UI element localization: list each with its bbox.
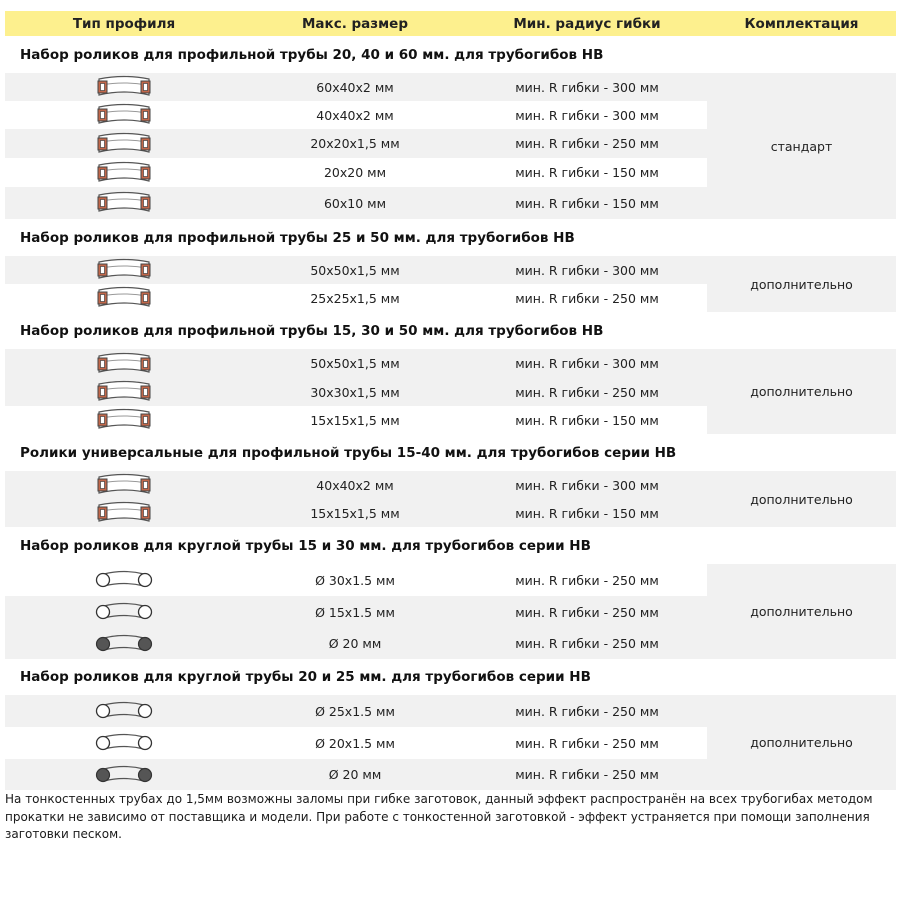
- min-radius-cell: мин. R гибки - 250 мм: [467, 695, 707, 727]
- profile-type-cell: [5, 499, 243, 527]
- completeness-cell: дополнительно: [707, 695, 896, 790]
- section-title-row: [5, 434, 896, 471]
- max-size-cell: 25x25x1,5 мм: [243, 284, 467, 312]
- section-title-row: [5, 312, 896, 349]
- profile-type-cell: [5, 129, 243, 158]
- profile-type-cell: [5, 101, 243, 129]
- square-profile-roller-icon: [5, 286, 243, 310]
- section-title-row: [5, 527, 896, 564]
- max-size-cell: 40x40x2 мм: [243, 101, 467, 129]
- section-title-row: [5, 659, 896, 695]
- section-title: Набор роликов для профильной трубы 20, 40 и 60 мм. для трубогибов НВ: [5, 36, 896, 73]
- square-profile-roller-icon: [5, 132, 243, 156]
- min-radius-cell: мин. R гибки - 150 мм: [467, 158, 707, 187]
- max-size-cell: 20x20 мм: [243, 158, 467, 187]
- max-size-cell: Ø 30x1.5 мм: [243, 564, 467, 596]
- min-radius-cell: мин. R гибки - 250 мм: [467, 378, 707, 406]
- section-title: Набор роликов для круглой трубы 20 и 25 мм. для трубогибов серии НВ: [5, 659, 896, 695]
- max-size-cell: Ø 20 мм: [243, 628, 467, 659]
- table-row: [5, 564, 896, 596]
- max-size-cell: 60x10 мм: [243, 187, 467, 219]
- max-size-cell: 60x40x2 мм: [243, 73, 467, 101]
- profile-type-cell: [5, 564, 243, 596]
- min-radius-cell: мин. R гибки - 300 мм: [467, 471, 707, 499]
- max-size-cell: 40x40x2 мм: [243, 471, 467, 499]
- profile-type-cell: [5, 349, 243, 378]
- section-title-row: [5, 219, 896, 256]
- profile-type-cell: [5, 284, 243, 312]
- min-radius-cell: мин. R гибки - 300 мм: [467, 256, 707, 284]
- min-radius-cell: мин. R гибки - 300 мм: [467, 73, 707, 101]
- table-row: [5, 695, 896, 727]
- min-radius-cell: мин. R гибки - 250 мм: [467, 628, 707, 659]
- table-row: [5, 471, 896, 499]
- round-tube-roller-icon: [5, 600, 243, 624]
- profile-type-cell: [5, 759, 243, 790]
- max-size-cell: Ø 25x1.5 мм: [243, 695, 467, 727]
- min-radius-cell: мин. R гибки - 150 мм: [467, 406, 707, 434]
- profile-type-cell: [5, 727, 243, 759]
- completeness-cell: стандарт: [707, 73, 896, 219]
- profile-type-cell: [5, 406, 243, 434]
- profile-type-cell: [5, 471, 243, 499]
- table-body: [5, 36, 896, 790]
- section-title: Ролики универсальные для профильной трубы 15-40 мм. для трубогибов серии НВ: [5, 434, 896, 471]
- section-title: Набор роликов для круглой трубы 15 и 30 мм. для трубогибов серии НВ: [5, 527, 896, 564]
- max-size-cell: Ø 20x1.5 мм: [243, 727, 467, 759]
- profile-type-cell: [5, 628, 243, 659]
- profile-type-cell: [5, 378, 243, 406]
- completeness-cell: дополнительно: [707, 349, 896, 434]
- square-profile-roller-icon: [5, 408, 243, 432]
- max-size-cell: 15x15x1,5 мм: [243, 406, 467, 434]
- round-solid-roller-icon: [5, 632, 243, 656]
- min-radius-cell: мин. R гибки - 250 мм: [467, 564, 707, 596]
- max-size-cell: Ø 20 мм: [243, 759, 467, 790]
- min-radius-cell: мин. R гибки - 250 мм: [467, 596, 707, 628]
- square-profile-roller-icon: [5, 501, 243, 525]
- min-radius-cell: мин. R гибки - 300 мм: [467, 101, 707, 129]
- square-profile-roller-icon: [5, 352, 243, 376]
- header-min-radius: Мин. радиус гибки: [467, 11, 707, 36]
- square-profile-roller-icon: [5, 103, 243, 127]
- round-solid-roller-icon: [5, 763, 243, 787]
- header-completeness: Комплектация: [707, 11, 896, 36]
- section-title-row: [5, 36, 896, 73]
- square-profile-roller-icon: [5, 191, 243, 215]
- max-size-cell: 50x50x1,5 мм: [243, 349, 467, 378]
- round-tube-roller-icon: [5, 699, 243, 723]
- square-profile-roller-icon: [5, 380, 243, 404]
- square-profile-roller-icon: [5, 258, 243, 282]
- completeness-cell: дополнительно: [707, 256, 896, 312]
- max-size-cell: 30x30x1,5 мм: [243, 378, 467, 406]
- roller-sets-table: [5, 11, 896, 790]
- completeness-cell: дополнительно: [707, 564, 896, 659]
- min-radius-cell: мин. R гибки - 250 мм: [467, 284, 707, 312]
- profile-type-cell: [5, 73, 243, 101]
- min-radius-cell: мин. R гибки - 250 мм: [467, 759, 707, 790]
- max-size-cell: 20x20x1,5 мм: [243, 129, 467, 158]
- profile-type-cell: [5, 158, 243, 187]
- min-radius-cell: мин. R гибки - 300 мм: [467, 349, 707, 378]
- max-size-cell: Ø 15x1.5 мм: [243, 596, 467, 628]
- table-row: [5, 73, 896, 101]
- round-tube-roller-icon: [5, 568, 243, 592]
- profile-type-cell: [5, 187, 243, 219]
- min-radius-cell: мин. R гибки - 250 мм: [467, 129, 707, 158]
- min-radius-cell: мин. R гибки - 250 мм: [467, 727, 707, 759]
- square-profile-roller-icon: [5, 75, 243, 99]
- square-profile-roller-icon: [5, 161, 243, 185]
- table-row: [5, 349, 896, 378]
- max-size-cell: 15x15x1,5 мм: [243, 499, 467, 527]
- section-title: Набор роликов для профильной трубы 25 и 50 мм. для трубогибов НВ: [5, 219, 896, 256]
- min-radius-cell: мин. R гибки - 150 мм: [467, 499, 707, 527]
- round-tube-roller-icon: [5, 731, 243, 755]
- profile-type-cell: [5, 596, 243, 628]
- section-title: Набор роликов для профильной трубы 15, 30 и 50 мм. для трубогибов НВ: [5, 312, 896, 349]
- table-header-row: [5, 11, 896, 36]
- max-size-cell: 50x50x1,5 мм: [243, 256, 467, 284]
- header-max-size: Макс. размер: [243, 11, 467, 36]
- min-radius-cell: мин. R гибки - 150 мм: [467, 187, 707, 219]
- square-profile-roller-icon: [5, 473, 243, 497]
- completeness-cell: дополнительно: [707, 471, 896, 527]
- profile-type-cell: [5, 256, 243, 284]
- header-profile-type: Тип профиля: [5, 11, 243, 36]
- table-row: [5, 256, 896, 284]
- footnote: На тонкостенных трубах до 1,5мм возможны заломы при гибке заготовок, данный эффект распространён на всех трубогибах методом прокатки не зависимо от поставщика и модели. При работе с тонкостенной заготовкой - эффект устраняется при помощи заполнения заготовки песком.: [5, 792, 873, 841]
- profile-type-cell: [5, 695, 243, 727]
